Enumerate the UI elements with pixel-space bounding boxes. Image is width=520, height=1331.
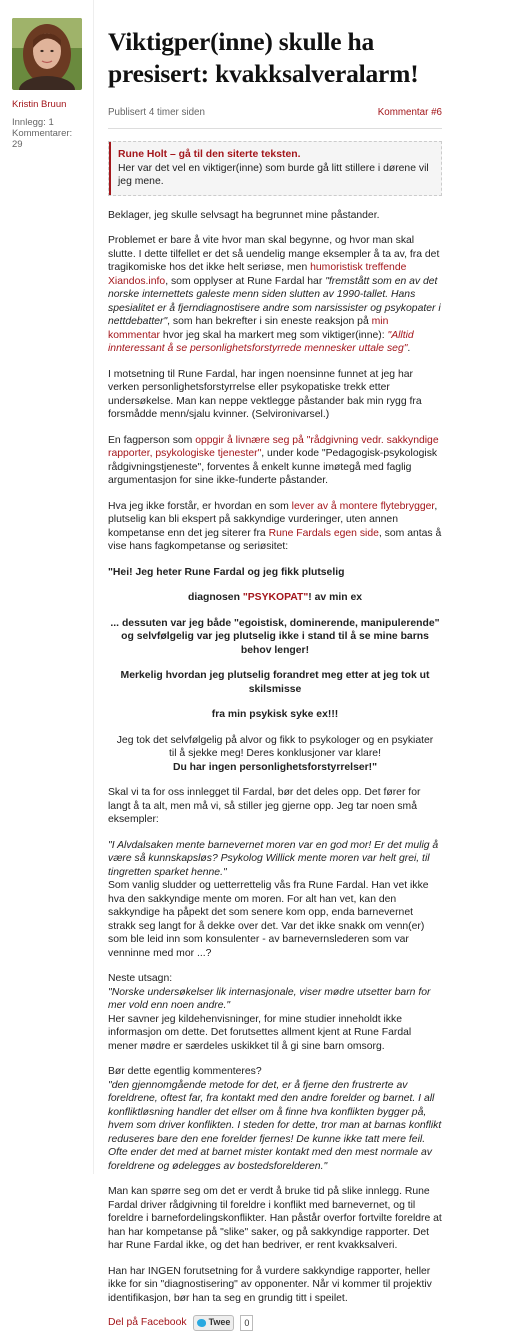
- p2-quote-1: "fremstått som en av det norske internettets galeste menn siden slutten av 1990-tallet. Hans spesialitet er å fjerndiagnostisere andre som narsissister og psykopater i nettdebatter": [108, 275, 441, 327]
- post-title: Viktigper(inne) skulle ha presisert: kvakksalveralarm!: [108, 27, 419, 88]
- paragraph-1: Beklager, jeg skulle selvsagt ha begrunnet mine påstander.: [108, 209, 380, 221]
- citation-line-3: [108, 617, 442, 658]
- paragraph-4: [108, 434, 442, 488]
- c5-text: fra min psykisk syke ex!!!: [211, 709, 339, 720]
- post-column: [108, 18, 442, 1331]
- p9-label: Bør dette egentlig kommenteres?: [108, 1066, 262, 1077]
- c2-text-b: ! av min ex: [308, 592, 363, 603]
- tweet-label: Twee: [208, 1317, 231, 1328]
- avatar[interactable]: [12, 18, 82, 90]
- flytebrygger-link[interactable]: lever av å montere flytebrygger: [291, 500, 435, 512]
- author-name-link[interactable]: Kristin Bruun: [12, 99, 67, 110]
- citation-line-2: [108, 591, 442, 605]
- p5-text-c: , som antas å vise hans fagkompetanse og seriøsitet:: [108, 527, 442, 552]
- citation-line-4: [108, 669, 442, 696]
- p2-text-e: .: [407, 343, 411, 354]
- p2-quote-2: "Alltid innteressant å se personlighetsforstyrrede mennesker uttale seg": [108, 329, 414, 354]
- c2-text-a: diagnosen: [187, 592, 243, 603]
- tweet-count: 0: [240, 1315, 253, 1331]
- paragraph-11: Han har INGEN forutsetning for å vurdere sakkyndige rapporter, heller ikke for sin "diagnostisering" av opponenter. Når vi kommer til projektiv identifikasjon, bør han ta seg en grundig titt i speilet.: [108, 1265, 432, 1304]
- c6-text-c: Du har ingen personlighetsforstyrrelser!": [172, 761, 378, 773]
- p8-text: Her savner jeg kildehenvisninger, for mine studier inneholdt ikke informasjon om dette. Det forutsettes allment kjent at Rune Fardal mener mødre er særdeles uskikket til å gi sine barn omsorg.: [108, 1013, 412, 1052]
- comments-label: Kommentarer:: [12, 127, 73, 139]
- tweet-button[interactable]: [193, 1315, 235, 1331]
- avatar-image: [12, 18, 82, 90]
- p7-text: Som vanlig sludder og uetterrettelig vås fra Rune Fardal. Han vet ikke hva den sakkyndige mente om moren. For alt han vet, kan den sakkyndige ha påpekt det som senere kom opp, enda barnevernet strakk seg langt for å dekke over det. Var det ikke snakk om venn(er) som ble leid inn som konsulenter - av barnevernslederen som var venninne med mor ...?: [108, 880, 429, 959]
- quote-author-link[interactable]: Rune Holt: [118, 149, 168, 160]
- p8-label: Neste utsagn:: [108, 973, 173, 984]
- paragraph-7: [108, 839, 442, 961]
- quote-goto-text: – gå til den: [167, 149, 228, 160]
- p7-quote: "I Alvdalsaken mente barnevernet moren var en god mor! Er det mulig å være så kunnskapsløs? Psykolog Willick mente moren var helt grei, til tingretten sparket henne.": [108, 839, 439, 878]
- quoted-text-link[interactable]: siterte teksten: [227, 149, 298, 160]
- comments-count: 29: [12, 138, 23, 150]
- column-divider: [93, 0, 94, 1174]
- paragraph-10: Man kan spørre seg om det er verdt å bruke tid på slike innlegg. Rune Fardal driver rådgivning til foreldre i konflikt med barnevernet, og til foreldre i barnefordelingskonflikter. Han påstår overfor fortvilte foreldre at han har kompetanse på "slike" saker, og på sakkyndige rapporter. Det har Rune Fardal ikke, og det han bedriver, er rent kvakksalveri.: [108, 1186, 442, 1251]
- p2-text-c: , som han bekrefter i sin eneste reaksjon på: [167, 316, 372, 327]
- share-bar: [108, 1315, 442, 1331]
- p2-text-b: , som opplyser at Rune Fardal har: [165, 275, 326, 287]
- p2-text-d: hvor jeg skal ha markert meg som viktiger(inne):: [159, 329, 388, 341]
- paragraph-9: [108, 1065, 442, 1173]
- advisory-link[interactable]: oppgir å livnære seg på "rådgivning vedr. sakkyndige rapporter, psykologiske tjenester": [108, 434, 439, 459]
- paragraph-3: I motsetning til Rune Fardal, har ingen noensinne funnet at jeg har verken personlighetsforstyrrelse eller psykopatiske trekk etter undersøkelse. Man kan neppe vektlegge påstander bak min rygg fra forsmådde menn/sjalu kvinner. (Selvironivarsel.): [108, 368, 422, 420]
- p5-text-b: , plutselig kan bli ekspert på sakkyndige vurderinger, uten annen kompetanse enn det jeg siterer fra: [108, 500, 438, 539]
- p2-text-a: Problemet er bare å vite hvor man skal begynne, og hvor man skal slutte. I dette tilfellet er det så uendelig mange eksempler å ta av, fra det tragikomiske hos det ikke helt seriøse, men: [108, 235, 440, 273]
- meta-divider: [108, 128, 442, 129]
- quote-dot: .: [297, 149, 301, 160]
- paragraph-8: [108, 972, 442, 1053]
- c3-text: ... dessuten var jeg både "egoistisk, dominerende, manipulerende" og selvfølgelig var jeg plutselig ikke i stand til å se mine barns behov lenger!: [110, 617, 440, 656]
- psykopat-text: "PSYKOPAT": [242, 592, 309, 603]
- paragraph-5: [108, 500, 442, 554]
- p4-text-b: , under kode "Pedagogisk-psykologisk rådgivningstjeneste", forventes å enkelt kunne imøtegå med faglig argumentasjon for sine ikke-funderte påstander.: [108, 448, 438, 486]
- xiandos-link[interactable]: humoristisk treffende Xiandos.info: [108, 262, 407, 287]
- quote-text: Her var det vel en viktiger(inne) som burde gå litt stillere i dørene vil jeg mene.: [118, 162, 429, 187]
- p4-text-a: En fagperson som: [108, 434, 196, 446]
- citation-line-1: [108, 566, 442, 580]
- post-body: [108, 209, 442, 1306]
- p5-text-a: Hva jeg ikke forstår, er hvordan en som: [108, 500, 292, 512]
- comment-number-link[interactable]: Kommentar #6: [377, 107, 442, 118]
- author-stats: [12, 117, 82, 150]
- citation-line-6: [108, 734, 442, 775]
- p9-quote: "den gjennomgående metode for det, er å fjerne den frustrerte av foreldrene, oftest far, fra kontakt med den andre forelder og barnet. I all konfliktløsning handler det ellser om å finne hva konflikten bygger på, hvem som driver konflikten. I steden for dette, tror man at barnas konflikt reduseres bare den ene forelder fjernes! De kunne ikke tatt mere feil. Ofte ender det med at barnet mister kontakt med den mest normale av foreldrene og ødelegges av bostedsforelderen.": [108, 1079, 442, 1172]
- c6-text-a: Jeg tok det selvfølgelig på alvor og fikk to psykologer og en psykiater: [116, 734, 434, 746]
- c4-text: Merkelig hvordan jeg plutselig forandret meg etter at jeg tok ut skilsmisse: [120, 670, 430, 695]
- paragraph-2: [108, 234, 442, 356]
- posts-count: Innlegg: 1: [12, 116, 54, 128]
- author-panel: [12, 18, 82, 150]
- fardal-page-link[interactable]: Rune Fardals egen side: [268, 527, 379, 539]
- share-facebook-link[interactable]: Del på Facebook: [108, 1317, 187, 1329]
- citation-line-5: [108, 708, 442, 722]
- p8-quote: "Norske undersøkelser lik internasjonale, viser mødre utsetter barn for mer vold enn noen andre.": [108, 986, 431, 1011]
- c6-text-b: til å sjekke meg! Deres konklusjoner var klare!: [169, 748, 381, 759]
- quoted-comment: [108, 141, 442, 196]
- twitter-bird-icon: [197, 1319, 206, 1327]
- published-time: Publisert 4 timer siden: [108, 107, 205, 118]
- post-meta: [108, 106, 442, 120]
- my-comment-link[interactable]: min kommentar: [108, 316, 389, 341]
- c1-text: "Hei! Jeg heter Rune Fardal og jeg fikk plutselig: [108, 566, 345, 578]
- paragraph-6: Skal vi ta for oss innlegget til Fardal, bør det deles opp. Det fører for langt å ta alt, men må vi, så stiller jeg gjerne opp. Jeg tar noen små eksempler:: [108, 787, 421, 825]
